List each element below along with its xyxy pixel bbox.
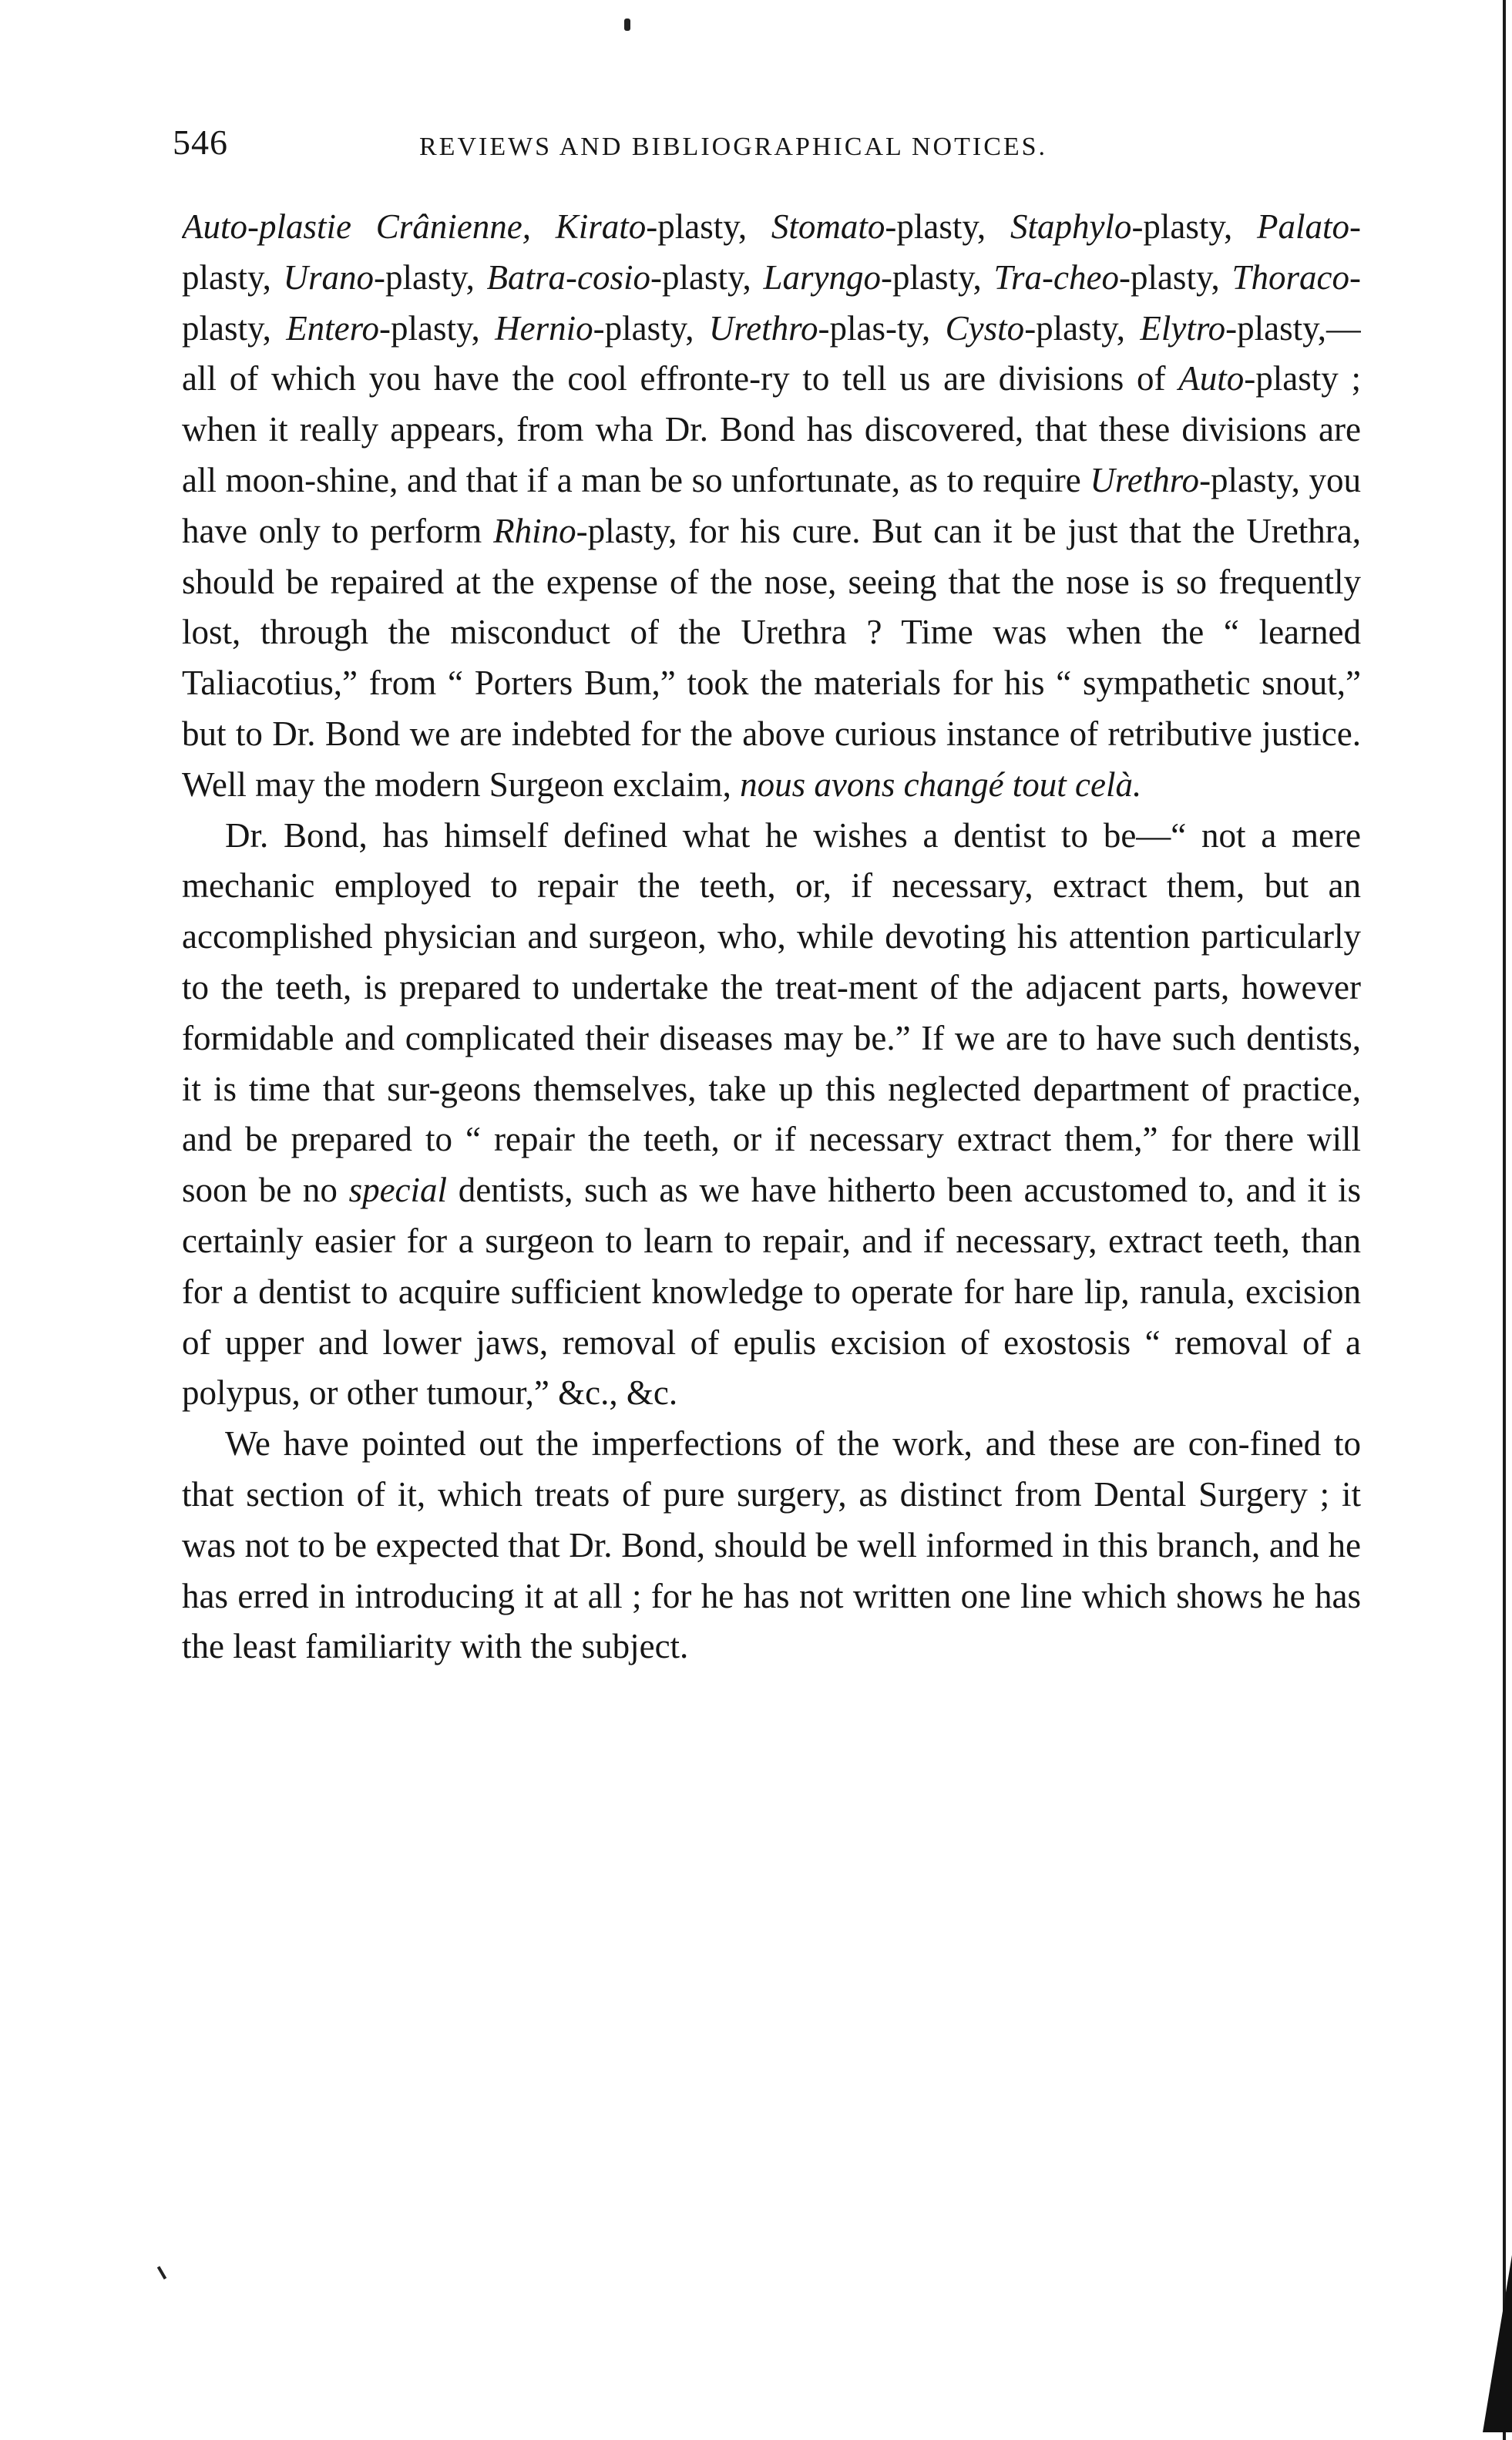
paragraph: [182, 1419, 1361, 1672]
text-segment: -plasty,: [182, 207, 1361, 297]
text-segment: -plas-ty,: [818, 308, 946, 348]
text-segment: -plasty,: [593, 308, 709, 348]
italic-text: Kirato: [555, 207, 647, 246]
text-segment: [531, 207, 556, 246]
italic-text: Urethro: [708, 308, 818, 348]
text-segment: -plasty, you have only to perform: [182, 460, 1361, 550]
page-header: [173, 122, 1359, 176]
italic-text: Entero: [286, 308, 379, 348]
ink-mark: [157, 2266, 166, 2280]
text-segment: We have pointed out the imperfections of the work, and these are con-fined to that section of it, which treats of pure surgery, as distinct from Dental Surgery ; it was not to be expected that Dr. Bond, should be well informed in this branch, and he has erred in introducing it at all ; for he has not written one line which shows he has the least familiarity with the subject.: [182, 1424, 1361, 1666]
text-segment: -plasty,: [379, 308, 496, 348]
paragraph: [182, 202, 1361, 811]
text-segment: -plasty,—all of which you have the cool effronte-ry to tell us are divisions of: [182, 308, 1361, 398]
italic-text: nous avons changé tout celà.: [740, 765, 1142, 804]
text-segment: -plasty,: [885, 207, 1010, 246]
page-number: 546: [173, 123, 228, 162]
text-segment: -plasty,: [880, 257, 994, 297]
italic-text: special: [348, 1171, 448, 1210]
text-segment: -plasty,: [374, 257, 487, 297]
text-segment: -plasty, for his cure. But can it be just that the Urethra, should be repaired at the expense of the nose, seeing that the nose is so frequently lost, through the misconduct of the Urethra ? Time was when the “ learned Taliacotius,” from “ Porters Bum,” took the materials for his “ sympathetic snout,” but to Dr. Bond we are indebted for the above curious instance of retributive justice. Well may the modern Surgeon exclaim,: [182, 511, 1361, 804]
italic-text: Cysto: [945, 308, 1025, 348]
text-segment: -plasty,: [182, 257, 1361, 348]
running-head: REVIEWS AND BIBLIOGRAPHICAL NOTICES.: [419, 133, 1048, 161]
binding-edge-shadow: [1483, 2255, 1512, 2432]
italic-text: Palato: [1257, 207, 1350, 246]
italic-text: Thoraco: [1231, 257, 1349, 297]
text-segment: -plasty,: [1118, 257, 1232, 297]
italic-text: Auto-plastie Crânienne,: [182, 207, 531, 246]
italic-text: Hernio: [495, 308, 593, 348]
italic-text: Stomato: [771, 207, 885, 246]
italic-text: Urano: [283, 257, 375, 297]
text-segment: -plasty,: [1024, 308, 1141, 348]
text-segment: -plasty ; when it really appears, from wha Dr. Bond has discovered, that these divisions are all moon-shine, and that if a man be so unfortunate, as to require: [182, 359, 1361, 499]
text-segment: dentists, such as we have hitherto been accustomed to, and it is certainly easier for a surgeon to learn to repair, and if necessary, extract teeth, than for a dentist to acquire sufficient knowledge to operate for hare lip, ranula, excision of upper and lower jaws, removal of epulis excision of exostosis “ removal of a polypus, or other tumour,” &c., &c.: [182, 1171, 1361, 1413]
italic-text: Laryngo: [763, 257, 881, 297]
text-segment: Dr. Bond, has himself defined what he wishes a dentist to be—“ not a mere mechanic employed to repair the teeth, or, if necessary, extract them, but an accomplished physician and surgeon, who, while devoting his attention particularly to the teeth, is prepared to undertake the treat-ment of the adjacent parts, however formidable and complicated their diseases may be.” If we are to have such dentists, it is time that sur-geons themselves, take up this neglected department of practice, and be prepared to “ repair the teeth, or if necessary extract them,” for there will soon be no: [182, 815, 1361, 1210]
body-text: [182, 202, 1361, 1882]
text-segment: -plasty,: [646, 207, 771, 246]
paragraph: [182, 811, 1361, 1420]
text-segment: -plasty,: [650, 257, 764, 297]
page-edge: [1478, 0, 1512, 2440]
italic-text: Staphylo: [1010, 207, 1132, 246]
text-segment: -plasty,: [1131, 207, 1258, 246]
italic-text: Urethro: [1090, 460, 1200, 499]
italic-text: Tra-cheo: [993, 257, 1119, 297]
binding-edge-line: [1503, 0, 1506, 2440]
italic-text: Elytro: [1140, 308, 1226, 348]
italic-text: Rhino: [493, 511, 576, 550]
italic-text: Batra-cosio: [486, 257, 650, 297]
ink-speck: [624, 18, 630, 31]
italic-text: Auto: [1178, 359, 1245, 398]
